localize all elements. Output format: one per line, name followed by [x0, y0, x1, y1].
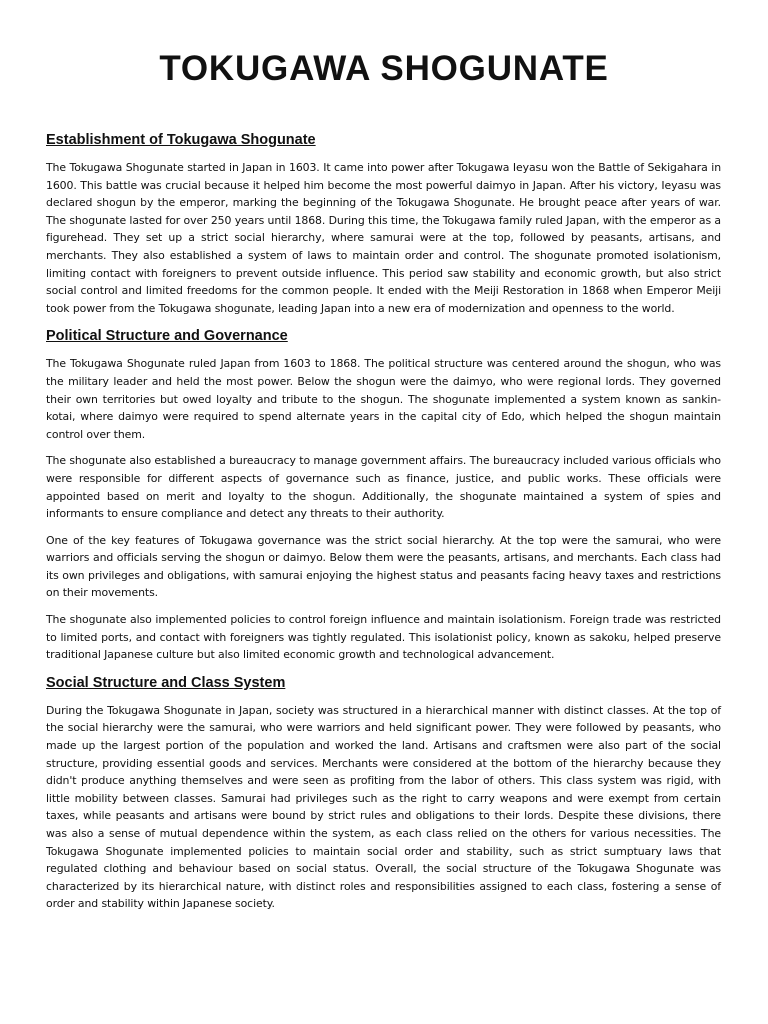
section-heading: Establishment of Tokugawa Shogunate	[46, 132, 316, 148]
paragraph: The shogunate also implemented policies to control foreign influence and maintain isolationism. Foreign trade was restricted to limited ports, and contact with foreigners was tightly regulated. This isolationist policy, known as sakoku, helped preserve traditional Japanese culture but also limited economic growth and technological advancement.	[46, 613, 721, 662]
paragraph: One of the key features of Tokugawa governance was the strict social hierarchy. At the top were the samurai, who were warriors and officials serving the shogun or daimyo. Below them were the peasants, artisans, and merchants. Each class had its own privileges and obligations, with samurai enjoying the highest status and peasants facing heavy taxes and restrictions on their movements.	[46, 533, 721, 600]
document-title: TOKUGAWA SHOGUNATE	[159, 49, 609, 88]
paragraph: The Tokugawa Shogunate ruled Japan from 1603 to 1868. The political structure was centered around the shogun, who was the military leader and held the most power. Below the shogun were the daimyo, who were regional lords. They governed their own territories but owed loyalty and tribute to the shogun. The shogunate implemented a system known as sankin-kotai, where daimyo were required to spend alternate years in the capital city of Edo, which helped the shogun maintain control over them.	[46, 357, 721, 441]
paragraph: The Tokugawa Shogunate started in Japan in 1603. It came into power after Tokugawa Ieyasu won the Battle of Sekigahara in 1600. This battle was crucial because it helped him become the most powerful daimyo in Japan. After his victory, Ieyasu was declared shogun by the emperor, marking the beginning of the Tokugawa Shogunate. He brought peace after years of war. The shogunate lasted for over 250 years until 1868. During this time, the Tokugawa family ruled Japan, with the emperor as a figurehead. They set up a strict social hierarchy, where samurai were at the top, followed by peasants, artisans, and merchants. They also established a system of laws to maintain order and control. The shogunate promoted isolationism, limiting contact with foreigners to prevent outside influence. This period saw stability and economic growth, but also strict social control and limited freedoms for the common people. It ended with the Meiji Restoration in 1868 when Emperor Meiji took power from the Tokugawa shogunate, leading Japan into a new era of modernization and openness to the world.	[46, 161, 721, 315]
section-heading: Social Structure and Class System	[46, 674, 286, 691]
section-political-structure	[46, 326, 721, 664]
document-body	[46, 130, 721, 922]
section-establishment	[46, 130, 721, 317]
paragraph: The shogunate also established a bureaucracy to manage government affairs. The bureaucracy included various officials who were responsible for different aspects of governance such as finance, justice, and public works. These officials were appointed based on merit and loyalty to the shogun. Additionally, the shogunate maintained a system of spies and informants to ensure compliance and detect any threats to their authority.	[46, 454, 721, 521]
section-social-structure	[46, 673, 721, 913]
paragraph: During the Tokugawa Shogunate in Japan, society was structured in a hierarchical manner with distinct classes. At the top of the social hierarchy were the samurai, who were warriors and held significant power. They were followed by peasants, who made up the largest portion of the population and worked the land. Artisans and craftsmen were also part of the social structure, providing essential goods and services. Merchants were considered at the bottom of the hierarchy because they didn't produce anything themselves and were seen as profiting from the labor of others. This class system was rigid, with little mobility between classes. Samurai had privileges such as the right to carry weapons and were exempt from certain taxes, while peasants and artisans were bound by strict rules and obligations to their lords. Despite these divisions, there was also a sense of mutual dependence within the system, as each class relied on the others for various necessities. The Tokugawa Shogunate implemented policies to maintain social order and stability, such as strict sumptuary laws that regulated clothing and behaviour based on social status. Overall, the social structure of the Tokugawa Shogunate was characterized by its hierarchical nature, with distinct roles and responsibilities assigned to each class, fostering a sense of order and stability within Japanese society.	[46, 703, 721, 911]
section-heading: Political Structure and Governance	[46, 328, 288, 345]
